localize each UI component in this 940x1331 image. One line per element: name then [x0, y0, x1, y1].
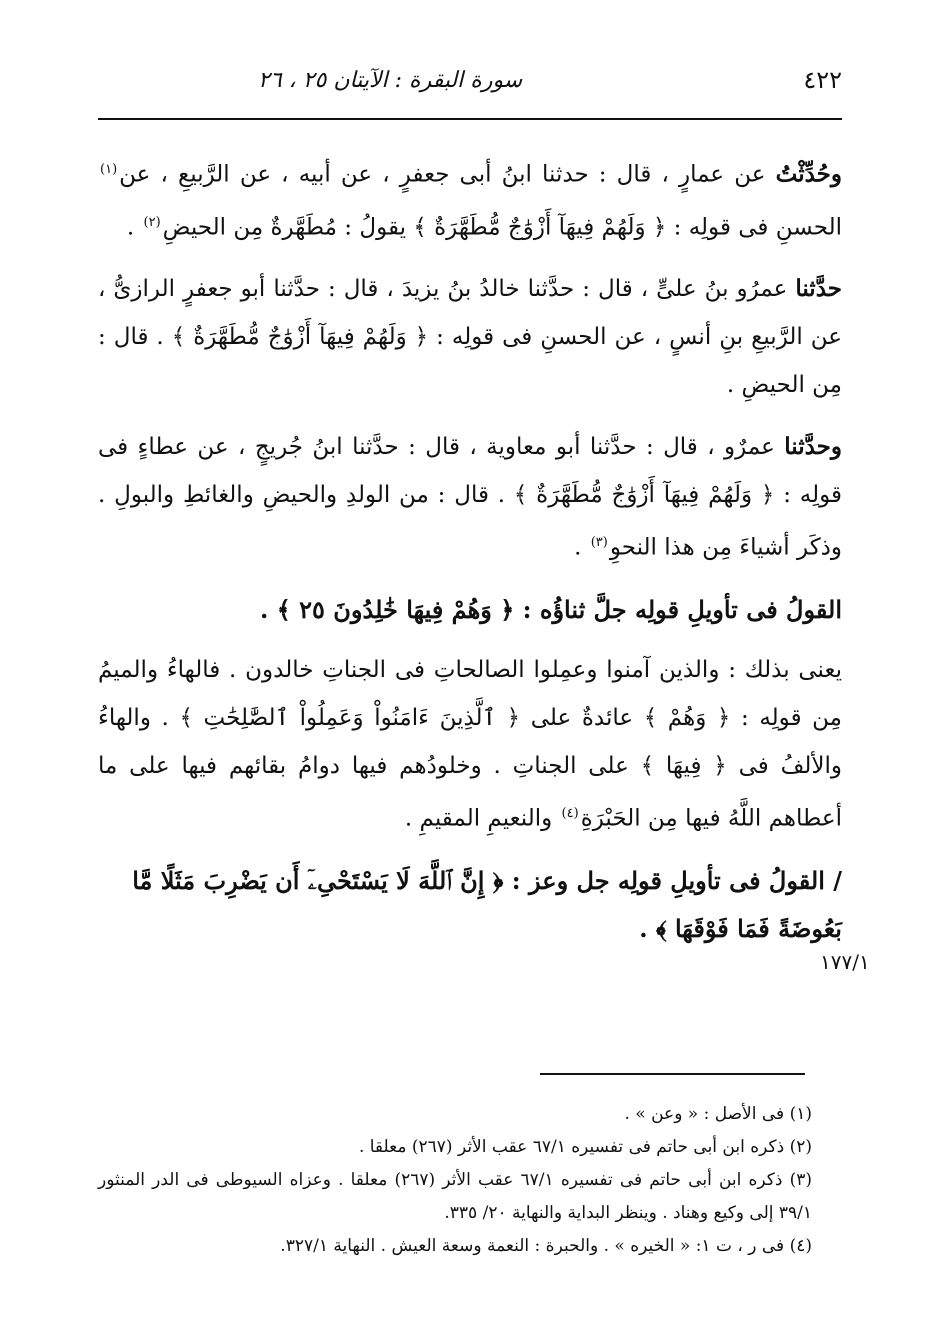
page-header	[98, 60, 842, 100]
paragraph-text: .	[126, 214, 142, 241]
paragraph-3	[98, 423, 842, 572]
paragraph-text: والنعيمِ المقيمِ .	[404, 805, 560, 832]
paragraph-lead: حدَّثنا	[795, 275, 842, 303]
paragraph-text: يعنى بذلك : والذين آمنوا وعمِلوا الصالحاتِ فى الجناتِ خالدون . فالهاءُ والميمُ مِن قولِه : ﴿ وَهُمْ ﴾ عائدةٌ على ﴿ ٱلَّذِينَ ءَامَنُواْ وَعَمِلُواْ ٱلصَّٰلِحَٰتِ ﴾ . والهاءُ والألفُ فى ﴿ فِيهَا ﴾ على الجناتِ . وخلودُهم فيها دوامُ بقائهم فيها على ما أعطاهم اللَّهُ فيها مِن الحَبْرَةِ	[98, 656, 842, 832]
main-text	[98, 146, 842, 965]
footnote-4: (٤) فى ر ، ت ١: « الخيره » . والحبرة : النعمة وسعة العيش . النهاية ٣٢٧/١.	[280, 1236, 812, 1256]
paragraph-text: عن عمارٍ ، قال : حدثنا ابنُ أبى جعفرٍ ، عن أبيه ، عن الرَّبيعِ ، عن	[119, 161, 776, 188]
footnote-marker: (١)	[100, 162, 118, 177]
footnote-marker: (٤)	[561, 805, 579, 821]
page-number: ٤٢٢	[803, 66, 842, 94]
footnote-1: (١) فى الأصل : « وعن » .	[624, 1104, 812, 1124]
paragraph-lead: وحدَّثنا	[784, 433, 842, 461]
running-title: سورة البقرة : الآيتان ٢٥ ، ٢٦	[258, 67, 523, 93]
footnote-2: (٢) ذكره ابن أبى حاتم فى تفسيره ٦٧/١ عقب الأثر (٢٦٧) معلقا .	[358, 1137, 812, 1157]
footnote-rule	[540, 1073, 805, 1075]
paragraph-text: .	[574, 534, 589, 561]
footnote-marker: (٣)	[590, 535, 608, 551]
paragraph-text: عمرُو بنُ علىٍّ ، قال : حدَّثنا خالدُ بنُ يزيدَ ، قال : حدَّثنا أبو جعفرٍ الرازىُّ ، عن الرَّبيعِ بنِ أنسٍ ، عن الحسنِ فى قولِه : ﴿ وَلَهُمْ فِيهَآ أَزْوَٰجٌ مُّطَهَّرَةٌ ﴾ . قال : مِن الحيضِ .	[98, 276, 842, 399]
header-rule	[98, 118, 842, 120]
paragraph-text: عمرٌو ، قال : حدَّثنا أبو معاوية ، قال : حدَّثنا ابنُ جُريجٍ ، عن عطاءٍ فى قولِه : ﴿ وَلَهُمْ فِيهَآ أَزْوَٰجٌ مُّطَهَّرَةٌ ﴾ . قال : من الولدِ والحيضِ والغائطِ والبولِ . وذكَر أشياءَ مِن هذا النحوِ	[98, 434, 842, 561]
section-heading-1: القولُ فى تأويلِ قولِه جلَّ ثناؤُه : ﴿ وَهُمْ فِيهَا خَٰلِدُونَ ٢٥ ﴾ .	[260, 594, 842, 624]
paragraph-lead: وحُدِّثْتُ	[775, 160, 843, 188]
footnotes	[98, 1098, 812, 1263]
paragraph-1	[98, 146, 842, 251]
paragraph-text: الحسنِ فى قولِه : ﴿ وَلَهُمْ فِيهَآ أَزْوَٰجٌ مُّطَهَّرَةٌ ﴾ يقولُ : مُطَهَّرةٌ مِن الحيضِ	[162, 214, 842, 241]
section-heading-2: / القولُ فى تأويلِ قولِه جل وعز : ﴿ إِنَّ ٱللَّهَ لَا يَسْتَحْىِۦٓ أَن يَضْرِبَ مَثَلًا مَّا بَعُوضَةً فَمَا فَوْقَهَا ﴾ .	[132, 865, 842, 943]
margin-reference: ١٧٧/١	[820, 950, 870, 974]
footnote-marker: (٢)	[143, 214, 161, 230]
paragraph-4	[98, 646, 842, 843]
footnote-3: (٣) ذكره ابن أبى حاتم فى تفسيره ٦٧/١ عقب الأثر (٢٦٧) معلقا . وعزاه السيوطى فى الدر المنثور ٣٩/١ إلى وكيع وهناد . وينظر البداية والنهاية ٢٠/ ٣٣٥.	[98, 1170, 812, 1223]
paragraph-2	[98, 265, 842, 409]
